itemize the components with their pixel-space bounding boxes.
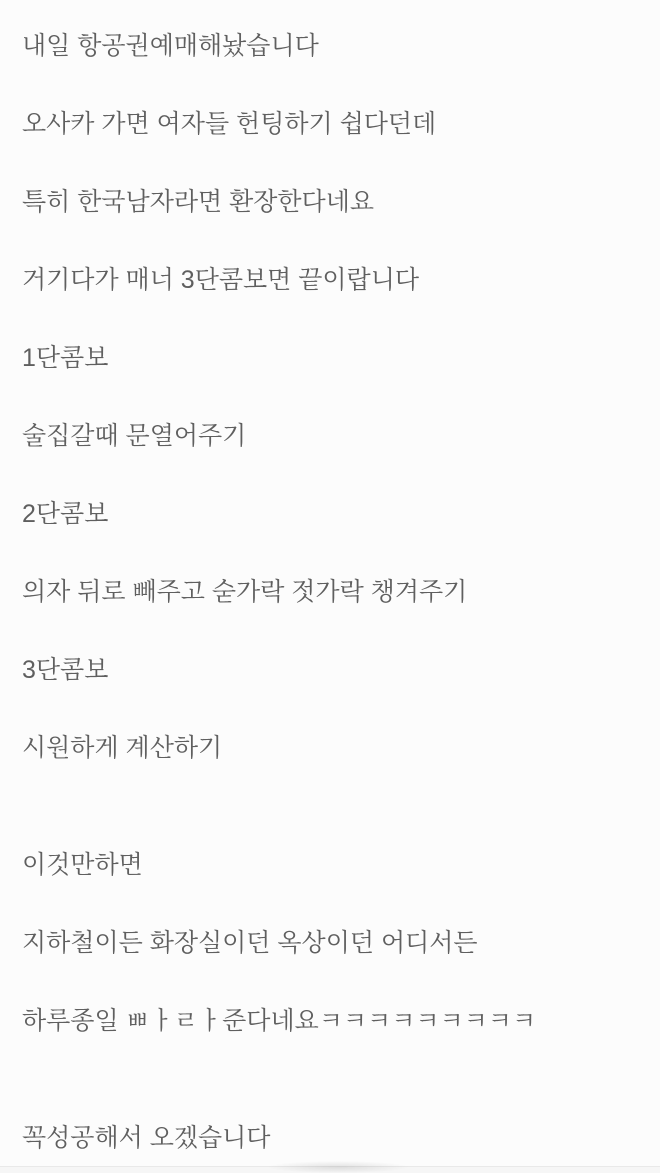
post-paragraph: 술집갈때 문열어주기 [22, 422, 247, 450]
post-paragraph: 2단콤보 [22, 500, 109, 528]
post-paragraph: 하루종일 ㅃㅏㄹㅏ준다네요ㅋㅋㅋㅋㅋㅋㅋㅋㅋ [22, 1007, 537, 1035]
post-paragraph: 시원하게 계산하기 [22, 734, 223, 762]
post-paragraph: 오사카 가면 여자들 헌팅하기 쉽다던데 [22, 110, 437, 138]
post-blank-line [22, 885, 640, 924]
post-blank-line [22, 378, 640, 417]
post-blank-line [22, 144, 640, 183]
post-blank-line [22, 768, 640, 807]
post-paragraph: 1단콤보 [22, 344, 109, 372]
post-blank-line [22, 807, 640, 846]
post-blank-line [22, 300, 640, 339]
post-blank-line [22, 690, 640, 729]
post-blank-line [22, 612, 640, 651]
content-bottom-divider [0, 1166, 660, 1173]
post-blank-line [22, 534, 640, 573]
post-paragraph: 의자 뒤로 빼주고 숟가락 젓가락 챙겨주기 [22, 578, 468, 606]
post-paragraph: 특히 한국남자라면 환장한다네요 [22, 188, 374, 216]
post-paragraph: 지하철이든 화장실이던 옥상이던 어디서든 [22, 929, 478, 957]
post-blank-line [22, 456, 640, 495]
post-paragraph: 내일 항공권예매해놨습니다 [22, 32, 319, 60]
post-paragraph: 꼭성공해서 오겠습니다 [22, 1124, 271, 1152]
post-blank-line [22, 963, 640, 1002]
post-paragraph: 이것만하면 [22, 851, 143, 879]
post-paragraph: 거기다가 매너 3단콤보면 끝이랍니다 [22, 266, 419, 294]
divider-shadow [268, 1161, 408, 1173]
post-blank-line [22, 1041, 640, 1080]
post-blank-line [22, 222, 640, 261]
post-blank-line [22, 66, 640, 105]
post-blank-line [22, 1080, 640, 1119]
post-paragraph: 3단콤보 [22, 656, 109, 684]
